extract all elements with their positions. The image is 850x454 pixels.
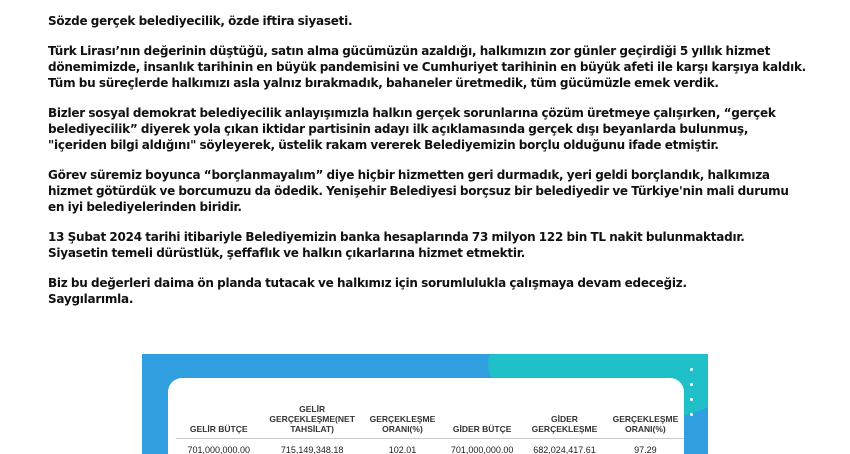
paragraph [48,275,808,307]
paragraph [48,43,808,92]
paragraph-line: Saygılarımla. [48,291,808,307]
paragraph-line: dönemimizde, insanlık tarihinin en büyük pandemisini ve Cumhuriyet tarihinin en büyük afeti ile karşı karşıya kaldık. [48,59,808,75]
paragraph-line: "içeriden bilgi aldığını" söyleyerek, üstelik rakam vererek Belediyemizin borçlu olduğunu ifade etmiştir. [48,137,808,153]
header-line: ORANI(%) [367,424,438,434]
budget-table-cell: 701,000,000.00 [442,439,522,454]
budget-banner [142,354,708,454]
paragraph-line: belediyecilik” diyerek yola çıkan iktidar partisinin adayı ilk açıklamasında gerçek dışı beyanlarda bulunmuş, [48,121,808,137]
budget-table-panel [168,378,684,454]
paragraph-line: Tüm bu süreçlerde halkımızı asla yalnız bırakmadık, bahaneler üretmedik, tüm gücümüzle emek verdik. [48,75,808,91]
budget-table-cell: 102.01 [363,439,442,454]
paragraph-line: en iyi belediyelerinden biridir. [48,199,808,215]
budget-table-header [522,386,607,439]
banner-dots [684,368,698,428]
budget-table [176,386,684,454]
budget-table-row [176,439,684,454]
budget-table-cell: 682,024,417.61 [522,439,607,454]
budget-table-header [176,386,261,439]
budget-table-header [261,386,362,439]
header-line: GİDER [526,414,603,424]
paragraph-line: 13 Şubat 2024 tarihi itibariyle Belediyemizin banka hesaplarında 73 milyon 122 bin TL nakit bulunmaktadır. [48,229,808,245]
header-line: GELİR [265,404,358,414]
paragraph-line: Görev süremiz boyunca “borçlanmayalım” diye hiçbir hizmetten geri durmadık, yeri geldi borçlandık, halkımıza [48,167,808,183]
header-line: ORANI(%) [611,424,680,434]
statement-document [48,13,808,321]
paragraph [48,105,808,154]
paragraph-line: Biz bu değerleri daima ön planda tutacak ve halkımız için sorumlulukla çalışmaya devam edeceğiz. [48,275,808,291]
budget-table-cell: 715,149,348.18 [261,439,362,454]
header-line: GERÇEKLEŞME [611,414,680,424]
paragraph-line: Bizler sosyal demokrat belediyecilik anlayışımızla halkın gerçek sorunlarına çözüm üretmeye çalışırken, “gerçek [48,105,808,121]
budget-table-cell: 701,000,000.00 [176,439,261,454]
header-line: GERÇEKLEŞME [526,424,603,434]
paragraph-line: Türk Lirası’nın değerinin düştüğü, satın alma gücümüzün azaldığı, halkımızın zor günler geçirdiği 5 yıllık hizmet [48,43,808,59]
budget-table-header [363,386,442,439]
budget-table-header [442,386,522,439]
paragraph-line: Sözde gerçek belediyecilik, özde iftira siyaseti. [48,13,808,29]
header-line: GERÇEKLEŞME [367,414,438,424]
budget-table-header [607,386,684,439]
paragraph [48,13,808,29]
paragraph-line: Siyasetin temeli dürüstlük, şeffaflık ve halkın çıkarlarına hizmet etmektir. [48,245,808,261]
header-line: GELİR BÜTÇE [180,424,257,434]
header-line: GİDER BÜTÇE [446,424,518,434]
header-line: GERÇEKLEŞME(NET [265,414,358,424]
paragraph-line: hizmet götürdük ve borcumuzu da ödedik. Yenişehir Belediyesi borçsuz bir belediyedir ve Türkiye'nin mali durumu [48,183,808,199]
budget-table-cell: 97.29 [607,439,684,454]
header-line: TAHSİLAT) [265,424,358,434]
budget-table-header-row [176,386,684,439]
paragraph [48,167,808,216]
paragraph [48,229,808,261]
